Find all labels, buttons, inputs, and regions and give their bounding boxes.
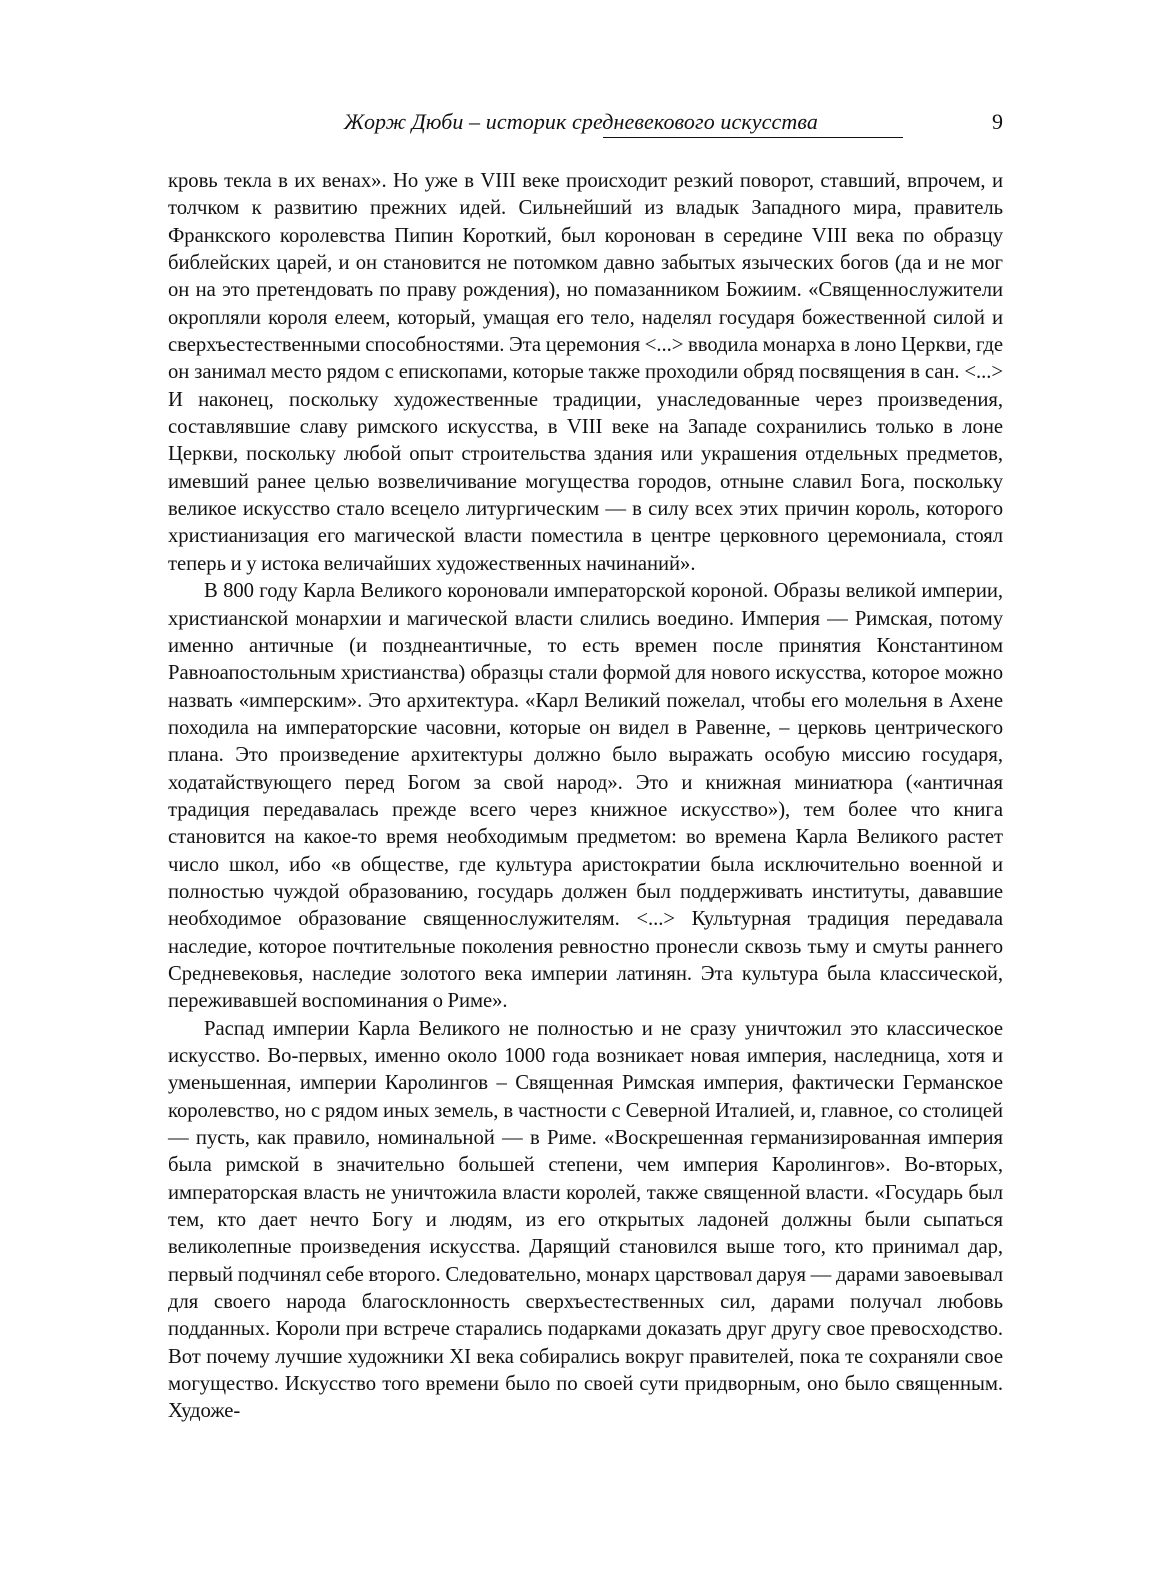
running-head (168, 108, 1003, 144)
page-number: 9 (992, 109, 1003, 134)
paragraph-2: В 800 году Карла Великого короновали императорской короной. Образы великой империи, христианской монархии и магической власти слились воедино. Империя — Римская, потому именно античные (и позднеантичные, то есть времен после принятия Константином Равноапостольным христианства) образцы стали формой для нового искусства, которое можно назвать «имперским». Это архитектура. «Карл Великий пожелал, чтобы его молельня в Ахене походила на императорские часовни, которые он видел в Равенне, – церковь центрического плана. Это произведение архитектуры должно было выражать особую миссию государя, ходатайствующего перед Богом за свой народ». Это и книжная миниатюра («античная традиция передавалась прежде всего через книжное искусство»), тем более что книга становится на какое-то время необходимым предметом: во времена Карла Великого растет число школ, ибо «в обществе, где культура аристократии была исключительно военной и полностью чуждой образованию, государь должен был поддерживать институты, дававшие необходимое образование священнослужителям. <...> Культурная традиция передавала наследие, которое почтительные поколения ревностно пронесли сквозь тьму и смуты раннего Средневековья, наследие золотого века империи латинян. Эта культура была классической, переживавшей воспоминания о Риме». (168, 580, 1003, 1013)
running-head-underline (603, 137, 903, 138)
paragraph-3: Распад империи Карла Великого не полностью и не сразу уничтожил это классическое искусство. Во-первых, именно около 1000 года возникает новая империя, наследница, хотя и уменьшенная, империи Каролингов – Священная Римская империя, фактически Германское королевство, но с рядом иных земель, в частности с Северной Италией, и, главное, со столицей — пусть, как правило, номинальной — в Риме. «Воскрешенная германизированная империя была римской в значительно большей степени, чем империя Каролингов». Во-вторых, императорская власть не уничтожила власти королей, также священной власти. «Государь был тем, кто дает нечто Богу и людям, из его открытых ладоней должны были сыпаться великолепные произведения искусства. Дарящий становился выше того, кто принимал дар, первый подчинял себе второго. Следовательно, монарх царствовал даруя — дарами завоевывал для своего народа благосклонность сверхъестественных сил, дарами получал любовь подданных. Короли при встрече старались подарками доказать друг другу свое превосходство. Вот почему лучшие художники XI века собирались вокруг правителей, пока те сохраняли свое могущество. Искусство того времени было по своей сути придворным, оно было священным. Художе- (168, 1017, 1003, 1423)
body-text (168, 168, 1003, 1426)
paragraph-1: кровь текла в их венах». Но уже в VIII веке происходит резкий поворот, ставший, впрочем, и толчком к развитию прежних идей. Сильнейший из владык Западного мира, правитель Франкского королевства Пипин Короткий, был коронован в середине VIII века по образцу библейских царей, и он становится не потомком давно забытых языческих богов (да и не мог он на это претендовать по праву рождения), но помазанником Божиим. «Священнослужители окропляли короля елеем, который, умащая его тело, наделял государя божественной силой и сверхъестественными способностями. Эта церемония <...> вводила монарха в лоно Церкви, где он занимал место рядом с епископами, которые также проходили обряд посвящения в сан. <...> И наконец, поскольку художественные традиции, унаследованные через произведения, составлявшие славу римского искусства, в VIII веке на Западе сохранились только в лоне Церкви, поскольку любой опыт строительства здания или украшения отдельных предметов, имевший ранее целью возвеличивание могущества городов, отныне славил Бога, поскольку великое искусство стало всецело литургическим — в силу всех этих причин король, которого христианизация его магической власти поместила в центре церковного церемониала, стоял теперь и у истока величайших художественных начинаний». (168, 170, 1003, 575)
running-title: Жорж Дюби – историк средневекового искусства (344, 109, 818, 134)
